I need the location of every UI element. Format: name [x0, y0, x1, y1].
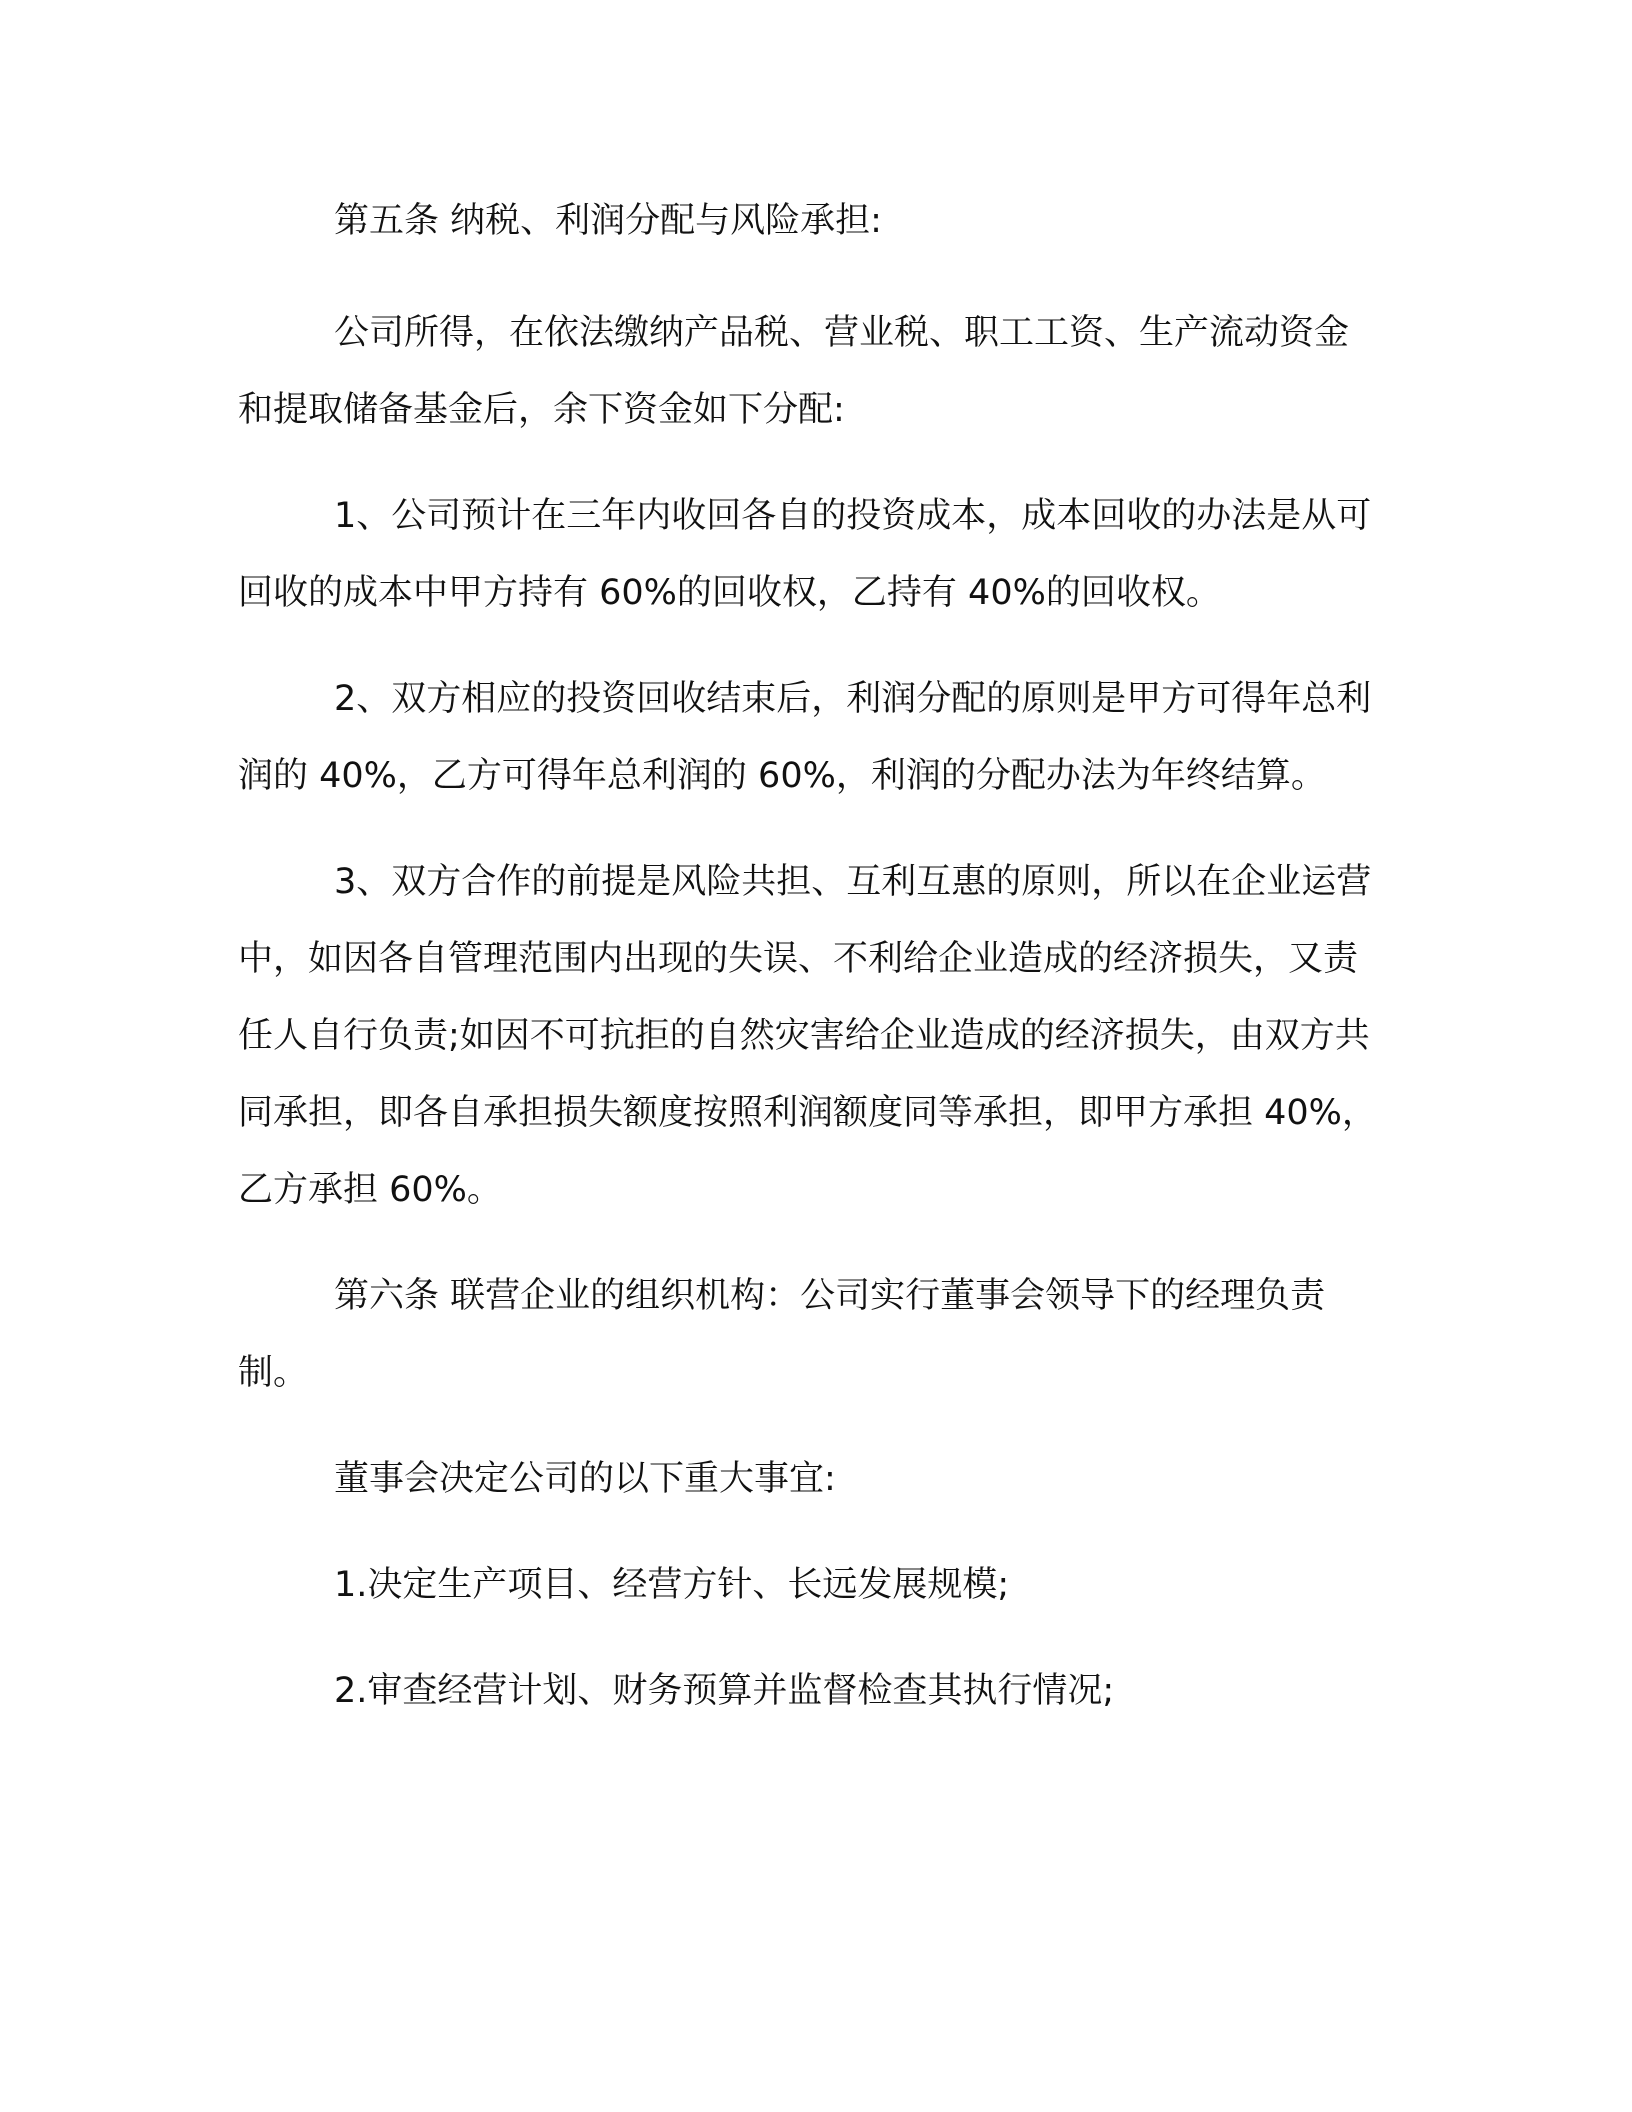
paragraph-cost-recovery: 1、公司预计在三年内收回各自的投资成本，成本回收的办法是从可回收的成本中甲方持有 60%的回收权，乙持有 40%的回收权。 [238, 496, 1372, 613]
paragraph-profit-distribution: 2、双方相应的投资回收结束后，利润分配的原则是甲方可得年总利润的 40%，乙方可得年总利润的 60%，利润的分配办法为年终结算。 [238, 679, 1372, 796]
article-6-heading: 第六条 联营企业的组织机构：公司实行董事会领导下的经理负责制。 [238, 1276, 1326, 1393]
paragraph-risk-sharing: 3、双方合作的前提是风险共担、互利互惠的原则，所以在企业运营中，如因各自管理范围内出现的失误、不利给企业造成的经济损失，又责任人自行负责;如因不可抗拒的自然灾害给企业造成的经济损失，由双方共同承担，即各自承担损失额度按照利润额度同等承担，即甲方承担 40%，乙方承担 60%。 [238, 862, 1377, 1210]
list-item-board-1: 1.决定生产项目、经营方针、长远发展规模; [334, 1565, 1010, 1605]
paragraph-board-matters: 董事会决定公司的以下重大事宜: [334, 1459, 836, 1499]
list-item-board-2: 2.审查经营计划、财务预算并监督检查其执行情况; [334, 1671, 1115, 1711]
document-body [238, 183, 1378, 1759]
paragraph-income-allocation: 公司所得，在依法缴纳产品税、营业税、职工工资、生产流动资金和提取储备基金后，余下资金如下分配: [238, 313, 1350, 430]
article-5-heading: 第五条 纳税、利润分配与风险承担: [334, 201, 882, 241]
